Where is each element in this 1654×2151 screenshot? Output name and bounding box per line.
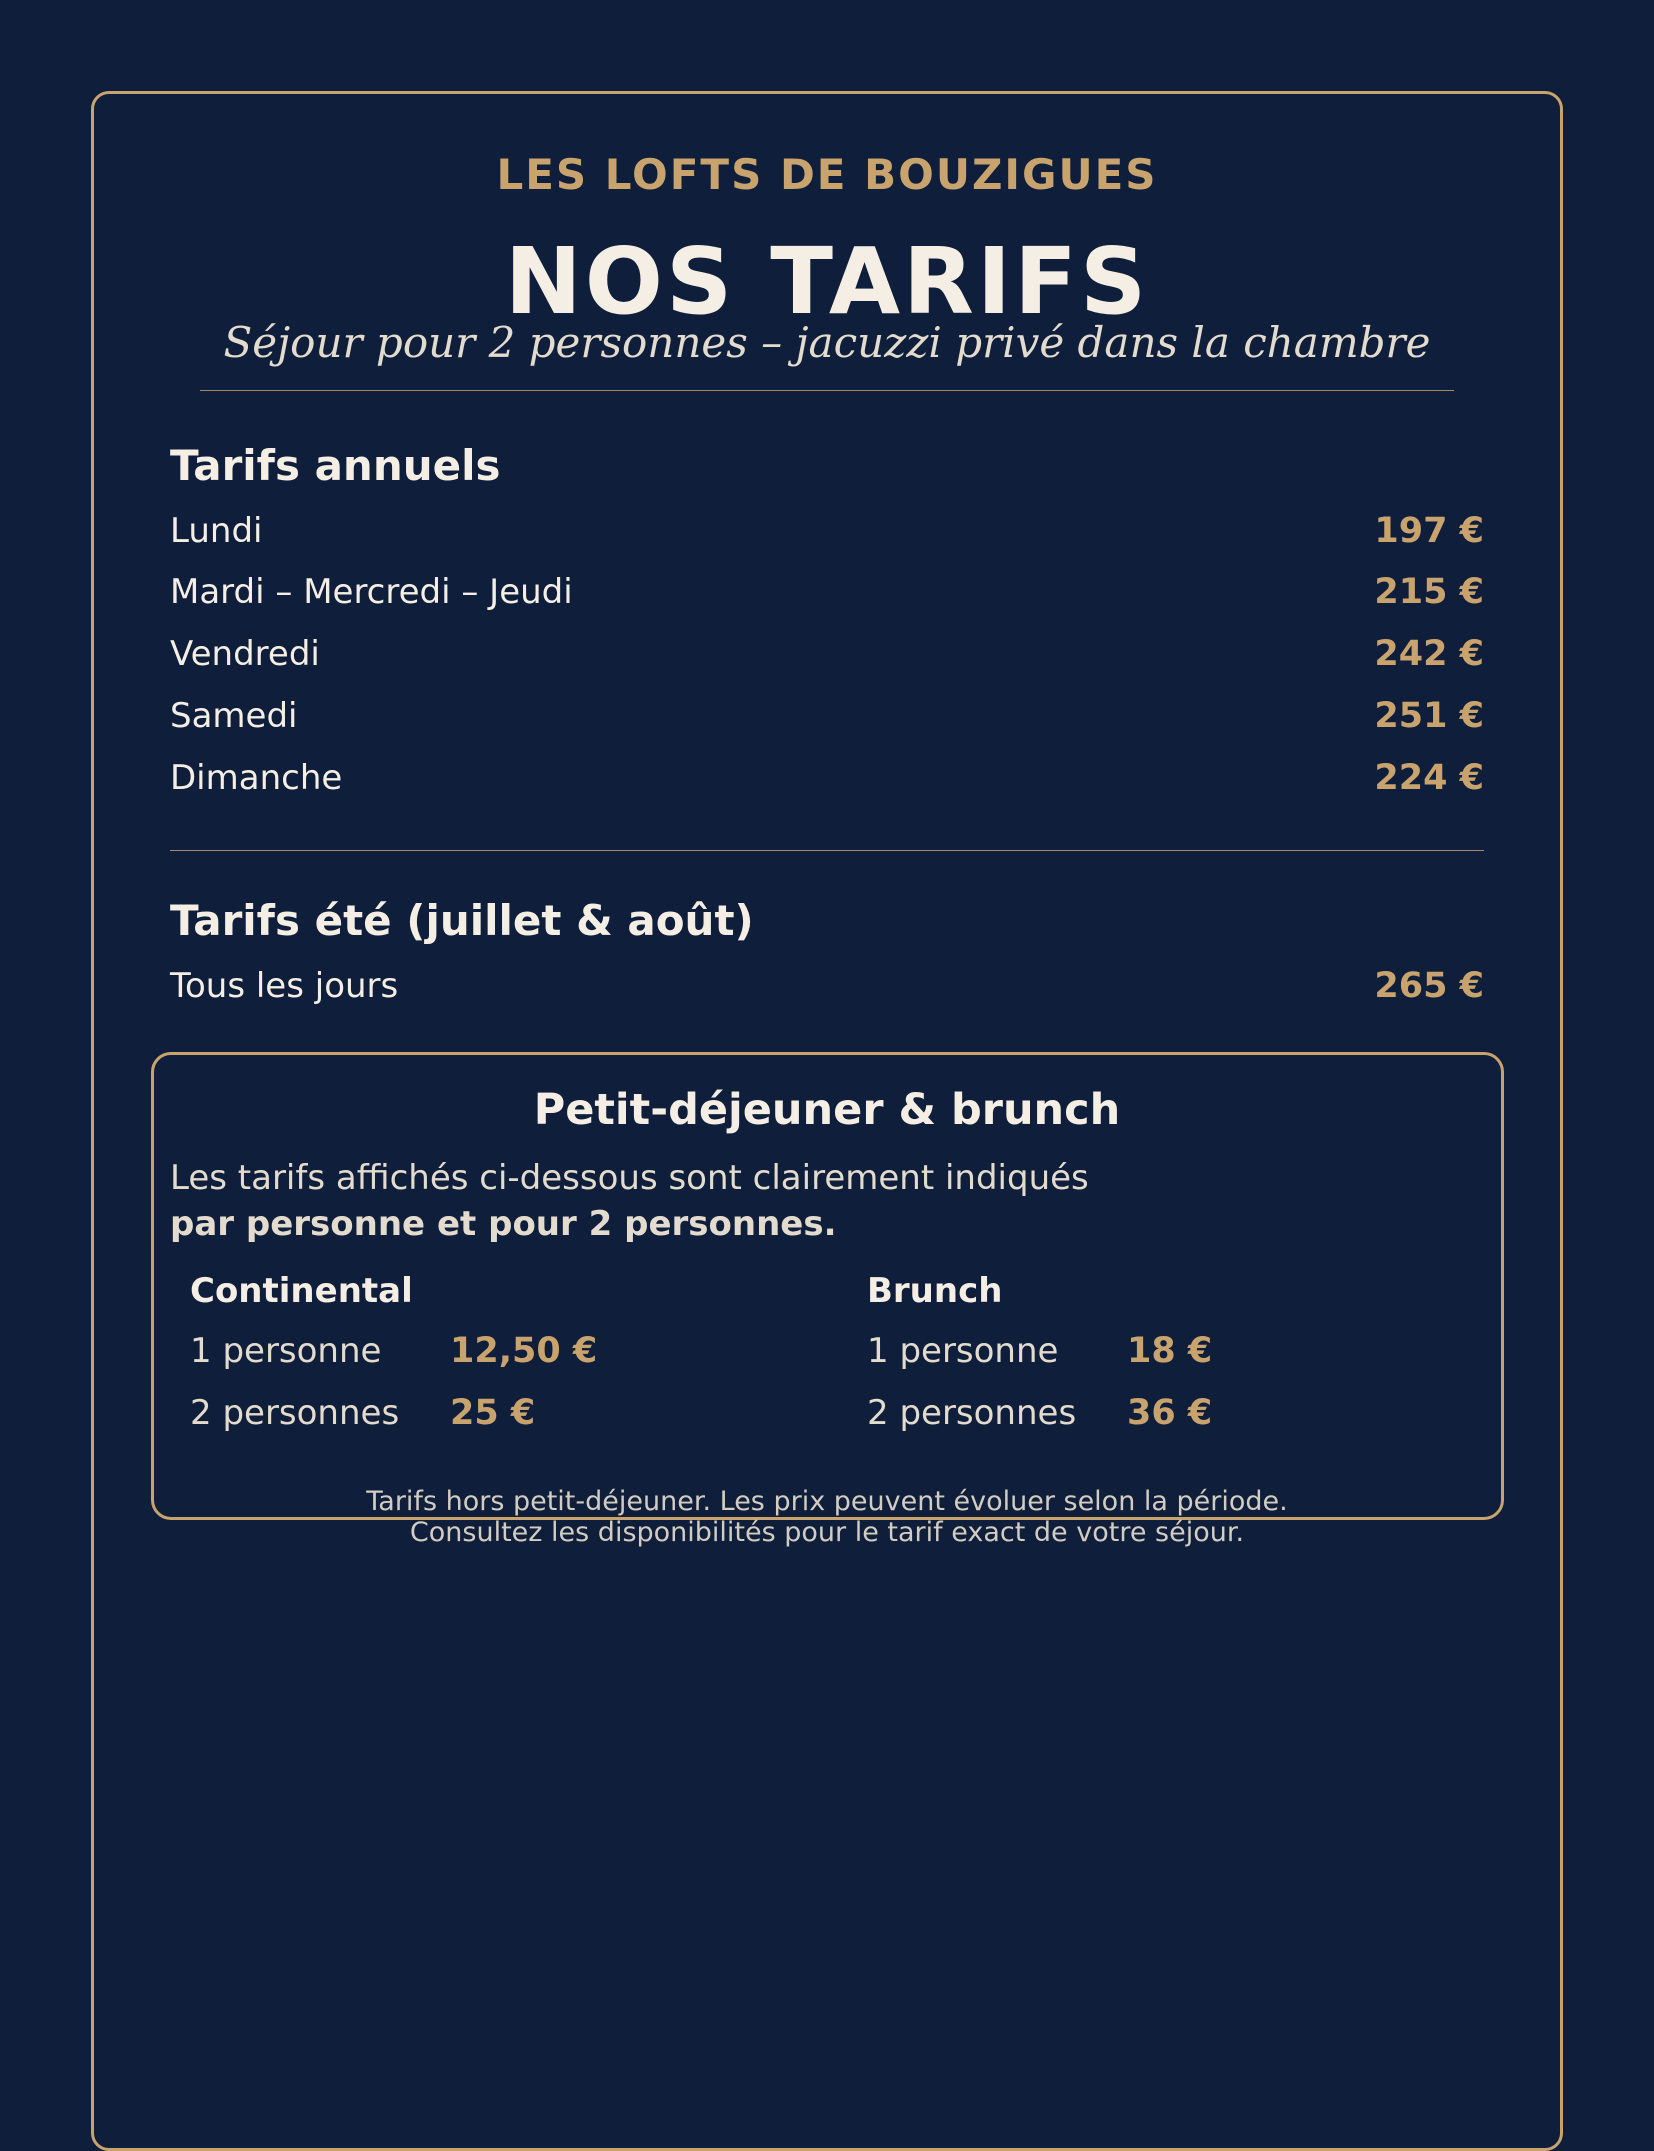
summer-rate-row <box>170 966 1484 1006</box>
continental-row <box>190 1331 597 1371</box>
brunch-row <box>867 1331 1212 1371</box>
brunch-title: Brunch <box>867 1271 1003 1311</box>
intro-strong-text: par personne et pour 2 personnes. <box>170 1204 837 1244</box>
rate-label: Dimanche <box>170 758 343 798</box>
section-divider <box>170 850 1484 851</box>
rate-price: 242 € <box>1374 634 1484 674</box>
breakfast-price: 18 € <box>1127 1331 1213 1371</box>
footnote <box>0 1486 1654 1548</box>
breakfast-title: Petit-déjeuner & brunch <box>533 1085 1121 1135</box>
breakfast-label: 2 personnes <box>190 1393 400 1433</box>
page-subtitle: Séjour pour 2 personnes – jacuzzi privé dans la chambre <box>223 318 1431 367</box>
rate-price: 251 € <box>1374 696 1484 736</box>
breakfast-price: 12,50 € <box>450 1331 598 1371</box>
brand-name: LES LOFTS DE BOUZIGUES <box>496 150 1158 199</box>
breakfast-price: 36 € <box>1127 1393 1213 1433</box>
rate-label: Vendredi <box>170 634 320 674</box>
rate-price: 215 € <box>1374 572 1484 612</box>
header-divider <box>200 390 1454 391</box>
rate-label: Lundi <box>170 511 263 551</box>
annual-rate-row <box>170 572 1484 612</box>
rate-price: 265 € <box>1374 966 1484 1006</box>
breakfast-price: 25 € <box>450 1393 536 1433</box>
rate-label: Tous les jours <box>170 966 399 1006</box>
annual-rates-title: Tarifs annuels <box>170 441 501 490</box>
rate-price: 224 € <box>1374 758 1484 798</box>
breakfast-label: 2 personnes <box>867 1393 1077 1433</box>
rate-label: Mardi – Mercredi – Jeudi <box>170 572 573 612</box>
continental-title: Continental <box>190 1271 413 1311</box>
breakfast-label: 1 personne <box>190 1331 382 1371</box>
breakfast-label: 1 personne <box>867 1331 1059 1371</box>
page-title: NOS TARIFS <box>504 228 1150 335</box>
intro-text: Les tarifs affichés ci-dessous sont clairement indiqués <box>170 1158 1089 1198</box>
annual-rate-row <box>170 758 1484 798</box>
rate-label: Samedi <box>170 696 298 736</box>
annual-rate-row <box>170 511 1484 551</box>
breakfast-intro <box>170 1155 1089 1247</box>
continental-row <box>190 1393 535 1433</box>
annual-rate-row <box>170 696 1484 736</box>
summer-rates-title: Tarifs été (juillet & août) <box>170 896 754 945</box>
annual-rate-row <box>170 634 1484 674</box>
footnote-line: Consultez les disponibilités pour le tarif exact de votre séjour. <box>409 1517 1245 1548</box>
footnote-line: Tarifs hors petit-déjeuner. Les prix peuvent évoluer selon la période. <box>366 1486 1288 1517</box>
brunch-row <box>867 1393 1212 1433</box>
rate-price: 197 € <box>1374 511 1484 551</box>
